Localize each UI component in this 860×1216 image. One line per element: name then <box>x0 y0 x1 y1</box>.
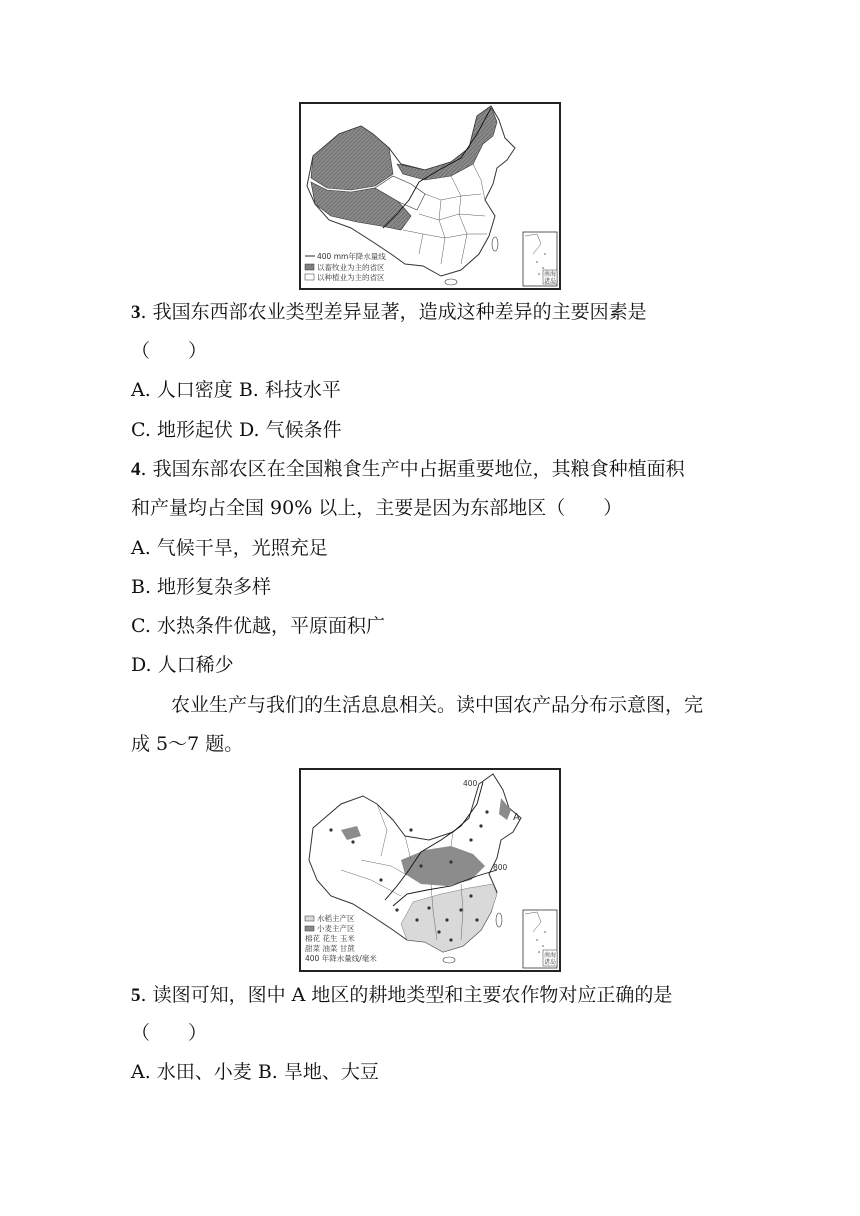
question-3-options-ab: A. 人口密度 B. 科技水平 <box>131 379 341 401</box>
map1-legend-pastoral: 以畜牧业为主的省区 <box>317 263 385 272</box>
pastoral-region-xinjiang <box>311 126 393 190</box>
map2-label-800: 800 <box>493 863 508 872</box>
question-4-stem: 4. 我国东部农区在全国粮食生产中占据重要地位，其粮食种植面积 <box>131 458 685 480</box>
map1-inset-label-1: 南海 <box>544 271 557 278</box>
map2-inset-label-2: 诸岛 <box>544 959 557 966</box>
question-3-stem: 3. 我国东西部农业类型差异显著，造成这种差异的主要因素是 <box>131 301 647 323</box>
question-5-options-ab: A. 水田、小麦 B. 旱地、大豆 <box>131 1061 379 1083</box>
map2-legend-crops-2: 甜菜 油菜 甘蔗 <box>305 944 355 953</box>
map2-legend-crops-1: 棉花 花生 玉米 <box>305 934 355 943</box>
question-5-blank: （ ） <box>131 1022 208 1044</box>
map2-legend-isohyet: 400 年降水量线/毫米 <box>305 954 377 963</box>
question-4-option-c: C. 水热条件优越，平原面积广 <box>131 615 385 637</box>
map2-label-a: A <box>513 812 520 823</box>
question-4-option-d: D. 人口稀少 <box>131 654 234 676</box>
map1-inset-label-2: 诸岛 <box>544 278 557 285</box>
map2-legend-wheat: 小麦主产区 <box>317 924 355 933</box>
intro-line-1: 农业生产与我们的生活息息相关。读中国农产品分布示意图，完 <box>171 694 704 716</box>
intro-line-2: 成 5～7 题。 <box>131 733 244 755</box>
china-crop-distribution-map <box>299 768 561 972</box>
china-agriculture-type-map <box>299 102 561 290</box>
map1-legend-isohyet: 400 mm年降水量线 <box>317 252 386 261</box>
question-4-option-b: B. 地形复杂多样 <box>131 576 272 598</box>
question-4-option-a: A. 气候干旱，光照充足 <box>131 537 328 559</box>
question-3-options-cd: C. 地形起伏 D. 气候条件 <box>131 419 342 441</box>
map2-inset-label-1: 南海 <box>544 952 557 959</box>
question-4-stem-cont: 和产量均占全国 90% 以上，主要是因为东部地区（ ） <box>131 497 623 519</box>
map2-legend-rice: 水稻主产区 <box>317 914 355 923</box>
map1-legend-farming: 以种植业为主的省区 <box>317 273 385 282</box>
question-3-blank: （ ） <box>131 340 208 362</box>
map2-label-400: 400 <box>463 779 478 788</box>
question-5-stem: 5. 读图可知，图中 A 地区的耕地类型和主要农作物对应正确的是 <box>131 984 673 1006</box>
